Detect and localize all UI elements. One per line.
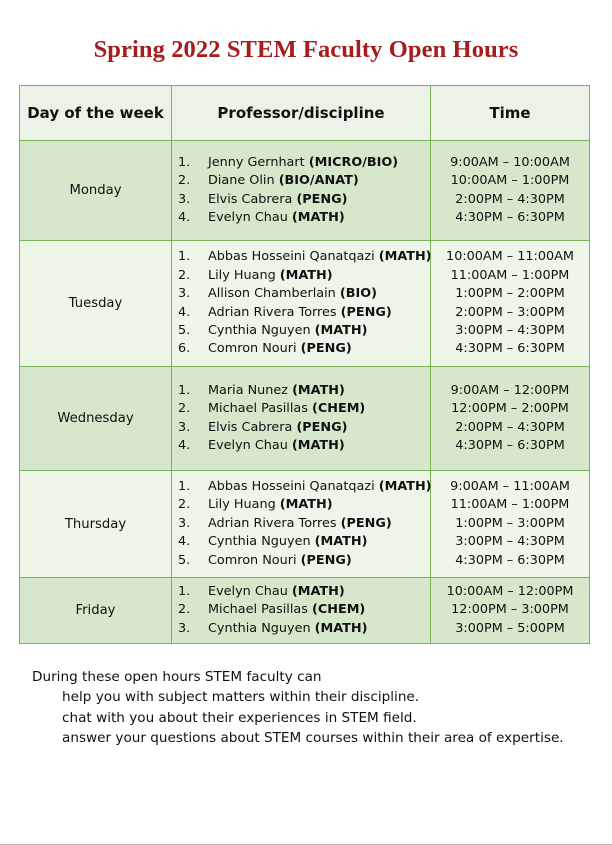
- day-cell: Wednesday: [20, 367, 172, 471]
- time-slot: 11:00AM – 1:00PM: [450, 267, 570, 283]
- time-cell: [431, 578, 590, 644]
- professor-entry: [178, 515, 430, 533]
- professor-name: Cynthia Nguyen: [208, 322, 311, 338]
- professor-discipline: (MATH): [279, 267, 333, 283]
- note-line: chat with you about their experiences in STEM field.: [62, 709, 417, 726]
- day-row-friday: [20, 578, 590, 644]
- time-slot: 1:00PM – 3:00PM: [455, 515, 565, 531]
- professor-entry: [178, 154, 430, 172]
- professor-entry: [178, 322, 430, 340]
- professor-name: Comron Nouri: [208, 341, 297, 357]
- professor-entry: [178, 267, 430, 285]
- professor-name: Abbas Hosseini Qanatqazi: [208, 478, 375, 494]
- time-cell: [431, 367, 590, 471]
- day-cell: Tuesday: [20, 241, 172, 367]
- entry-number: 4.: [178, 209, 191, 225]
- professor-discipline: (PENG): [340, 515, 392, 531]
- professor-cell: [172, 578, 431, 644]
- entry-number: 1.: [178, 249, 191, 265]
- professor-name: Evelyn Chau: [208, 584, 288, 599]
- note-line: answer your questions about STEM courses within their area of expertise.: [62, 730, 564, 747]
- professor-entry: [178, 620, 430, 638]
- entry-number: 6.: [178, 341, 191, 357]
- entry-number: 3.: [178, 191, 191, 207]
- time-slot: 12:00PM – 2:00PM: [451, 401, 569, 417]
- professor-entry: [178, 478, 430, 496]
- professor-list: [178, 382, 430, 456]
- time-slot: 2:00PM – 3:00PM: [455, 304, 565, 320]
- professor-entry: [178, 382, 430, 400]
- professor-name: Michael Pasillas: [208, 602, 308, 618]
- professor-name: Diane Olin: [208, 173, 275, 189]
- entry-number: 3.: [178, 620, 191, 636]
- column-header-day: Day of the week: [20, 86, 172, 141]
- professor-discipline: (BIO): [339, 286, 377, 302]
- professor-discipline: (CHEM): [312, 401, 366, 417]
- professor-discipline: (PENG): [296, 191, 348, 207]
- entry-number: 1.: [178, 478, 191, 494]
- column-header-professor: Professor/discipline: [172, 86, 431, 141]
- professor-entry: [178, 601, 430, 619]
- professor-name: Cynthia Nguyen: [208, 620, 311, 636]
- day-cell: Friday: [20, 578, 172, 644]
- professor-discipline: (PENG): [296, 419, 348, 435]
- entry-number: 5.: [178, 552, 191, 568]
- time-slot: 4:30PM – 6:30PM: [455, 552, 565, 568]
- professor-entry: [178, 285, 430, 303]
- entry-number: 3.: [178, 419, 191, 435]
- professor-discipline: (MATH): [291, 584, 345, 599]
- table-header-row: [20, 86, 590, 141]
- professor-entry: [178, 419, 430, 437]
- entry-number: 1.: [178, 382, 191, 398]
- time-list: [431, 478, 589, 570]
- professor-discipline: (MATH): [291, 209, 345, 225]
- professor-discipline: (MATH): [291, 437, 345, 453]
- entry-number: 1.: [178, 584, 191, 599]
- time-list: [431, 382, 589, 456]
- time-cell: [431, 141, 590, 241]
- time-slot: 3:00PM – 4:30PM: [455, 322, 565, 338]
- note-block: [32, 667, 602, 749]
- time-cell: [431, 471, 590, 578]
- time-slot: 10:00AM – 1:00PM: [450, 173, 570, 189]
- professor-list: [178, 154, 430, 228]
- professor-entry: [178, 172, 430, 190]
- time-cell: [431, 241, 590, 367]
- time-slot: 3:00PM – 4:30PM: [455, 534, 565, 550]
- professor-entry: [178, 191, 430, 209]
- professor-discipline: (PENG): [300, 341, 352, 357]
- professor-entry: [178, 304, 430, 322]
- professor-cell: [172, 471, 431, 578]
- professor-name: Abbas Hosseini Qanatqazi: [208, 249, 375, 265]
- professor-entry: [178, 437, 430, 455]
- professor-list: [178, 478, 430, 570]
- entry-number: 5.: [178, 322, 191, 338]
- professor-cell: [172, 367, 431, 471]
- professor-discipline: (PENG): [340, 304, 392, 320]
- professor-name: Evelyn Chau: [208, 437, 288, 453]
- entry-number: 4.: [178, 534, 191, 550]
- professor-discipline: (MATH): [378, 249, 432, 265]
- professor-discipline: (MICRO/BIO): [308, 154, 399, 170]
- professor-discipline: (MATH): [314, 322, 368, 338]
- professor-cell: [172, 141, 431, 241]
- professor-name: Elvis Cabrera: [208, 419, 293, 435]
- time-slot: 10:00AM – 12:00PM: [446, 584, 574, 599]
- time-slot: 11:00AM – 1:00PM: [450, 497, 570, 513]
- professor-name: Adrian Rivera Torres: [208, 515, 337, 531]
- time-slot: 12:00PM – 3:00PM: [451, 602, 569, 618]
- professor-name: Cynthia Nguyen: [208, 534, 311, 550]
- time-list: [431, 248, 589, 358]
- professor-name: Evelyn Chau: [208, 209, 288, 225]
- entry-number: 3.: [178, 515, 191, 531]
- schedule-table: [19, 85, 590, 644]
- professor-entry: [178, 552, 430, 570]
- professor-name: Michael Pasillas: [208, 401, 308, 417]
- time-slot: 4:30PM – 6:30PM: [455, 341, 565, 357]
- schedule-body: [20, 141, 590, 644]
- time-slot: 4:30PM – 6:30PM: [455, 437, 565, 453]
- professor-entry: [178, 248, 430, 266]
- day-cell: Thursday: [20, 471, 172, 578]
- day-row-tuesday: [20, 241, 590, 367]
- time-slot: 3:00PM – 5:00PM: [455, 620, 565, 636]
- professor-entry: [178, 583, 430, 601]
- time-list: [431, 154, 589, 228]
- column-header-time: Time: [431, 86, 590, 141]
- professor-cell: [172, 241, 431, 367]
- professor-name: Maria Nunez: [208, 382, 288, 398]
- entry-number: 2.: [178, 267, 191, 283]
- professor-name: Adrian Rivera Torres: [208, 304, 337, 320]
- time-slot: 4:30PM – 6:30PM: [455, 209, 565, 225]
- professor-discipline: (BIO/ANAT): [278, 173, 359, 189]
- day-cell: Monday: [20, 141, 172, 241]
- entry-number: 2.: [178, 497, 191, 513]
- professor-name: Elvis Cabrera: [208, 191, 293, 207]
- professor-name: Comron Nouri: [208, 552, 297, 568]
- time-slot: 1:00PM – 2:00PM: [455, 286, 565, 302]
- professor-entry: [178, 533, 430, 551]
- professor-discipline: (MATH): [292, 382, 345, 398]
- professor-discipline: (CHEM): [312, 602, 366, 618]
- note-line: help you with subject matters within their discipline.: [62, 689, 420, 706]
- day-row-wednesday: [20, 367, 590, 471]
- entry-number: 1.: [178, 154, 191, 170]
- professor-discipline: (MATH): [314, 620, 368, 636]
- time-slot: 9:00AM – 11:00AM: [450, 478, 570, 494]
- professor-list: [178, 248, 430, 358]
- entry-number: 4.: [178, 304, 191, 320]
- time-slot: 9:00AM – 10:00AM: [450, 154, 570, 170]
- time-list: [431, 583, 589, 638]
- professor-discipline: (MATH): [378, 478, 432, 494]
- entry-number: 2.: [178, 602, 191, 618]
- time-slot: 10:00AM – 11:00AM: [446, 249, 574, 265]
- professor-entry: [178, 209, 430, 227]
- professor-list: [178, 583, 430, 638]
- note-intro: During these open hours STEM faculty can: [32, 669, 322, 685]
- entry-number: 3.: [178, 286, 191, 302]
- day-row-thursday: [20, 471, 590, 578]
- time-slot: 2:00PM – 4:30PM: [455, 419, 565, 435]
- professor-entry: [178, 340, 430, 358]
- entry-number: 4.: [178, 437, 191, 453]
- professor-discipline: (MATH): [279, 497, 333, 513]
- day-row-monday: [20, 141, 590, 241]
- professor-entry: [178, 400, 430, 418]
- entry-number: 2.: [178, 401, 191, 417]
- professor-name: Lily Huang: [208, 497, 276, 513]
- entry-number: 2.: [178, 173, 191, 189]
- professor-entry: [178, 496, 430, 514]
- time-slot: 9:00AM – 12:00PM: [450, 382, 570, 398]
- professor-discipline: (MATH): [314, 534, 368, 550]
- page-title: Spring 2022 STEM Faculty Open Hours: [93, 36, 519, 63]
- professor-name: Lily Huang: [208, 267, 276, 283]
- professor-name: Jenny Gernhart: [208, 154, 305, 170]
- professor-name: Allison Chamberlain: [208, 286, 336, 302]
- time-slot: 2:00PM – 4:30PM: [455, 191, 565, 207]
- professor-discipline: (PENG): [300, 552, 352, 568]
